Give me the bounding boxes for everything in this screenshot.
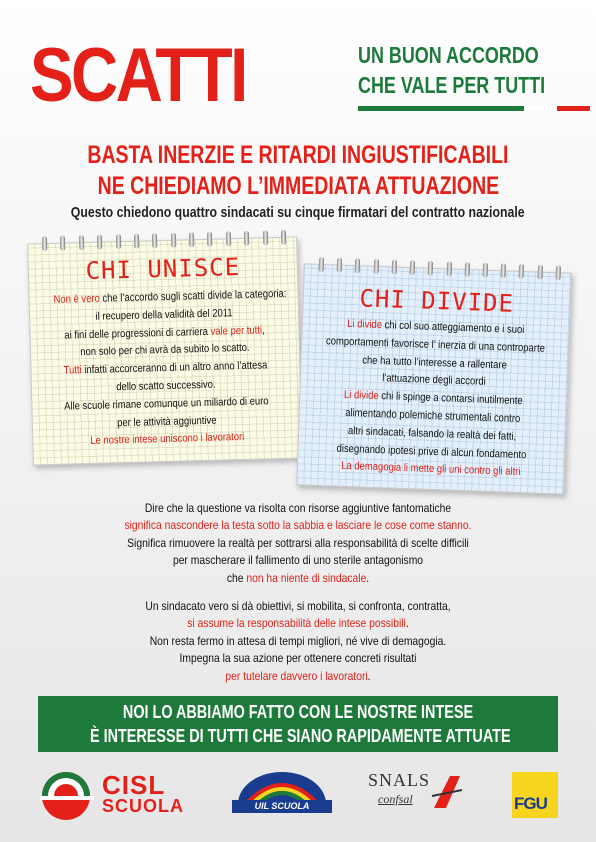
highlight-text: Non è vero <box>53 292 100 306</box>
text-segment: per mascherare il fallimento di uno sterile antagonismo <box>172 553 424 568</box>
highlight-text: significa nascondere la testa sotto la sabbia e lasciare le cose come stanno. <box>124 518 472 533</box>
cisl-emblem-icon <box>38 768 98 820</box>
text-line <box>42 615 555 632</box>
text-segment: il recupero della validità del 2011 <box>95 307 233 323</box>
text-segment: chi col suo atteggiamento e i suoi <box>381 319 525 337</box>
text-segment: che <box>226 570 247 585</box>
text-segment: comportamenti favorisce l’ inerzia di una controparte <box>325 335 546 355</box>
highlight-text: per tutelare davvero i lavoratori <box>225 668 368 683</box>
text-segment: infatti accorceranno di un altro anno l’attesa <box>81 359 268 377</box>
fgu-wordmark: FGU <box>514 794 547 813</box>
headline-line1: BASTA INERZIE E RITARDI INGIUSTIFICABILI <box>87 141 509 169</box>
highlight-text: Tutti <box>63 364 82 377</box>
highlight-text: Li divide <box>347 317 383 332</box>
text-segment: Significa rimuovere la realtà per sottrarsi alla responsabilità di scelte difficili <box>127 535 469 550</box>
text-segment: , <box>261 323 265 337</box>
text-segment: . <box>405 616 409 631</box>
text-segment: Alle scuole rimane comunque un miliardo di euro <box>63 395 269 413</box>
spiral-binding <box>319 257 561 281</box>
note-body-unisce <box>35 286 295 453</box>
banner-line1: NOI LO ABBIAMO FATTO CON LE NOSTRE INTESE <box>122 702 474 722</box>
text-segment: Non resta fermo in attesa di tempi migliori, né vive di demagogia. <box>149 633 447 648</box>
italian-flag-bar <box>358 106 590 111</box>
note-body-divide <box>304 315 563 484</box>
note-title-divide: CHI DIVIDE <box>359 284 515 318</box>
text-segment: che ha tutto l’interesse a rallentare <box>362 354 508 372</box>
snals-confsal-logo <box>368 770 464 816</box>
highlight-text: Le nostre intese uniscono i lavoratori <box>90 431 245 448</box>
text-segment: per le attività aggiuntive <box>117 414 217 429</box>
text-segment: . <box>367 668 371 683</box>
text-line <box>42 668 555 685</box>
uil-rainbow-icon <box>232 770 332 804</box>
text-line <box>42 500 555 517</box>
headline-line2: NE CHIEDIAMO L’IMMEDIATA ATTUAZIONE <box>97 172 499 200</box>
green-banner <box>38 696 558 752</box>
spiral-binding <box>42 230 286 252</box>
note-title-unisce: CHI UNISCE <box>85 253 241 286</box>
header <box>30 33 570 118</box>
banner-line2: È INTERESSE DI TUTTI CHE SIANO RAPIDAMENTE ATTUATE <box>90 726 511 746</box>
tagline <box>358 40 568 100</box>
text-segment: l’attuazione degli accordi <box>381 372 486 389</box>
tagline-line2: CHE VALE PER TUTTI <box>358 72 546 98</box>
uil-scuola-wordmark: UIL SCUOLA <box>232 800 332 813</box>
cisl-wordmark: CISL <box>102 770 166 800</box>
text-line <box>42 598 555 615</box>
text-segment: Impegna la sua azione per ottenere concreti risultati <box>179 651 417 666</box>
highlight-text: Li divide <box>343 389 379 403</box>
uil-scuola-logo <box>232 770 332 824</box>
text-segment: ai fini delle progressioni di carriera <box>64 325 211 342</box>
highlight-text: non ha niente di sindacale <box>246 570 367 585</box>
cisl-scuola-logo <box>38 768 188 820</box>
tagline-line1: UN BUON ACCORDO <box>358 42 539 68</box>
confsal-wordmark: confsal <box>378 792 413 806</box>
text-line <box>42 650 555 667</box>
note-chi-unisce <box>27 237 303 466</box>
fgu-logo <box>512 772 558 818</box>
paragraph-2 <box>0 598 596 685</box>
main-title: SCATTI <box>30 33 246 118</box>
text-line <box>42 517 555 534</box>
subline: Questo chiedono quattro sindacati su cinque firmatari del contratto nazionale <box>71 204 525 221</box>
snals-wordmark: SNALS <box>368 770 431 790</box>
highlight-text: vale per tutti <box>210 324 263 338</box>
text-segment: non solo per chi avrà da subito lo scatto. <box>80 342 250 359</box>
highlight-text: La demagogia li mette gli uni contro gli altri <box>341 460 521 479</box>
text-line <box>42 535 555 552</box>
snals-arrow-icon <box>430 772 464 812</box>
text-segment: alimentando polemiche strumentali contro <box>344 406 521 426</box>
text-line <box>42 552 555 569</box>
text-segment: . <box>366 570 370 585</box>
paragraph-1 <box>0 500 596 587</box>
text-line <box>42 570 555 587</box>
text-segment: Dire che la questione va risolta con risorse aggiuntive fantomatiche <box>144 501 452 515</box>
text-segment: chi li spinge a contarsi inutilmente <box>378 390 523 408</box>
text-segment: disegnando ipotesi prive di alcun fondamento <box>336 442 527 461</box>
cisl-scuola-wordmark: SCUOLA <box>102 796 184 816</box>
text-segment: altri sindacati, falsando la realtà dei fatti, <box>347 424 517 443</box>
text-segment: dello scatto successivo. <box>116 378 216 394</box>
text-line <box>42 633 555 650</box>
note-chi-divide <box>296 263 572 494</box>
text-segment: che l’accordo sugli scatti divide la categoria: <box>99 287 287 305</box>
highlight-text: si assume la responsabilità delle intese possibili <box>187 616 406 631</box>
text-segment: Un sindacato vero si dà obiettivi, si mobilita, si confronta, contratta, <box>145 599 451 613</box>
